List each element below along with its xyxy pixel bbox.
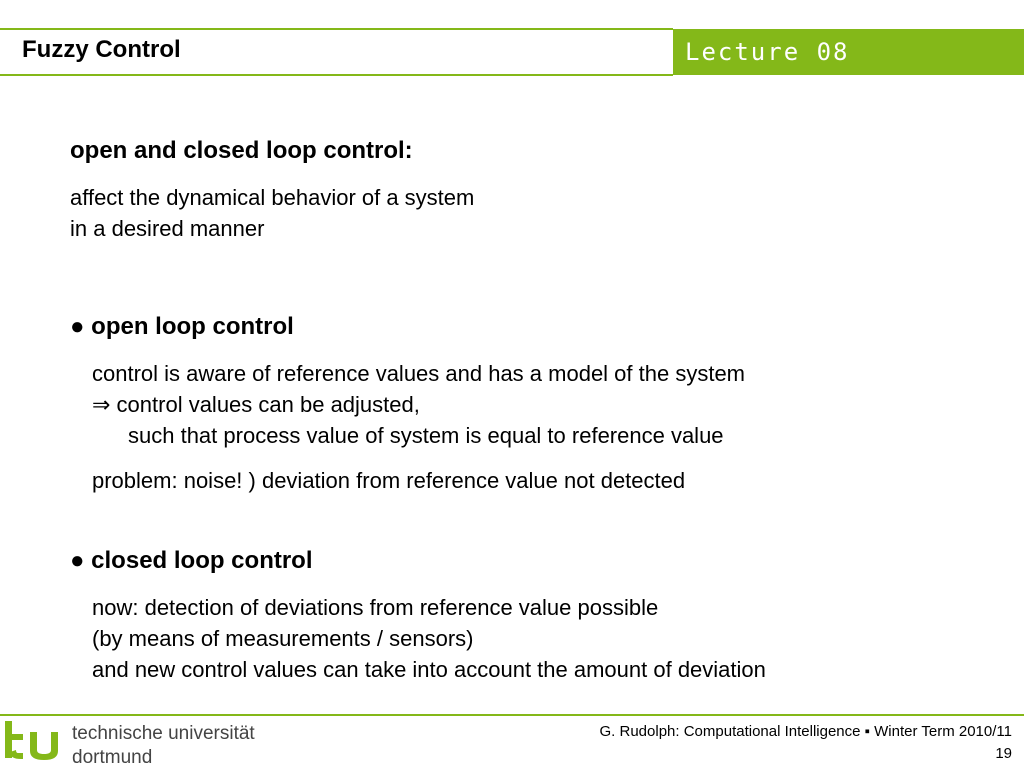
header-top-rule [0, 28, 673, 30]
open-loop-line: control is aware of reference values and has a model of the system [92, 361, 746, 386]
intro-line: affect the dynamical behavior of a system [70, 185, 475, 210]
closed-loop-heading: ● closed loop control [70, 547, 313, 574]
header-bottom-rule [0, 74, 673, 76]
open-loop-line: ⇒ control values can be adjusted, [92, 392, 420, 417]
university-name [72, 722, 255, 770]
intro-heading: open and closed loop control: [70, 137, 413, 164]
university-name-line: dortmund [72, 747, 153, 768]
closed-loop-line: and new control values can take into account the amount of deviation [92, 657, 766, 682]
open-loop-line: such that process value of system is equal to reference value [128, 423, 724, 448]
open-loop-heading: ● open loop control [70, 313, 294, 340]
intro-line: in a desired manner [70, 216, 265, 241]
author-credit: G. Rudolph: Computational Intelligence ▪ Winter Term 2010/11 [599, 723, 1012, 740]
lecture-badge [673, 29, 1024, 75]
closed-loop-line: (by means of measurements / sensors) [92, 626, 474, 651]
footer-rule [0, 714, 1024, 716]
page-number: 19 [995, 745, 1012, 762]
open-loop-problem: problem: noise! ) deviation from reference value not detected [92, 468, 686, 493]
slide-title: Fuzzy Control [22, 36, 181, 63]
lecture-badge-label: Lecture 08 [685, 38, 850, 66]
footer-credit [600, 721, 1013, 765]
university-name-line: technische universität [72, 723, 255, 744]
closed-loop-line: now: detection of deviations from reference value possible [92, 595, 659, 620]
tu-logo-icon [2, 718, 68, 766]
